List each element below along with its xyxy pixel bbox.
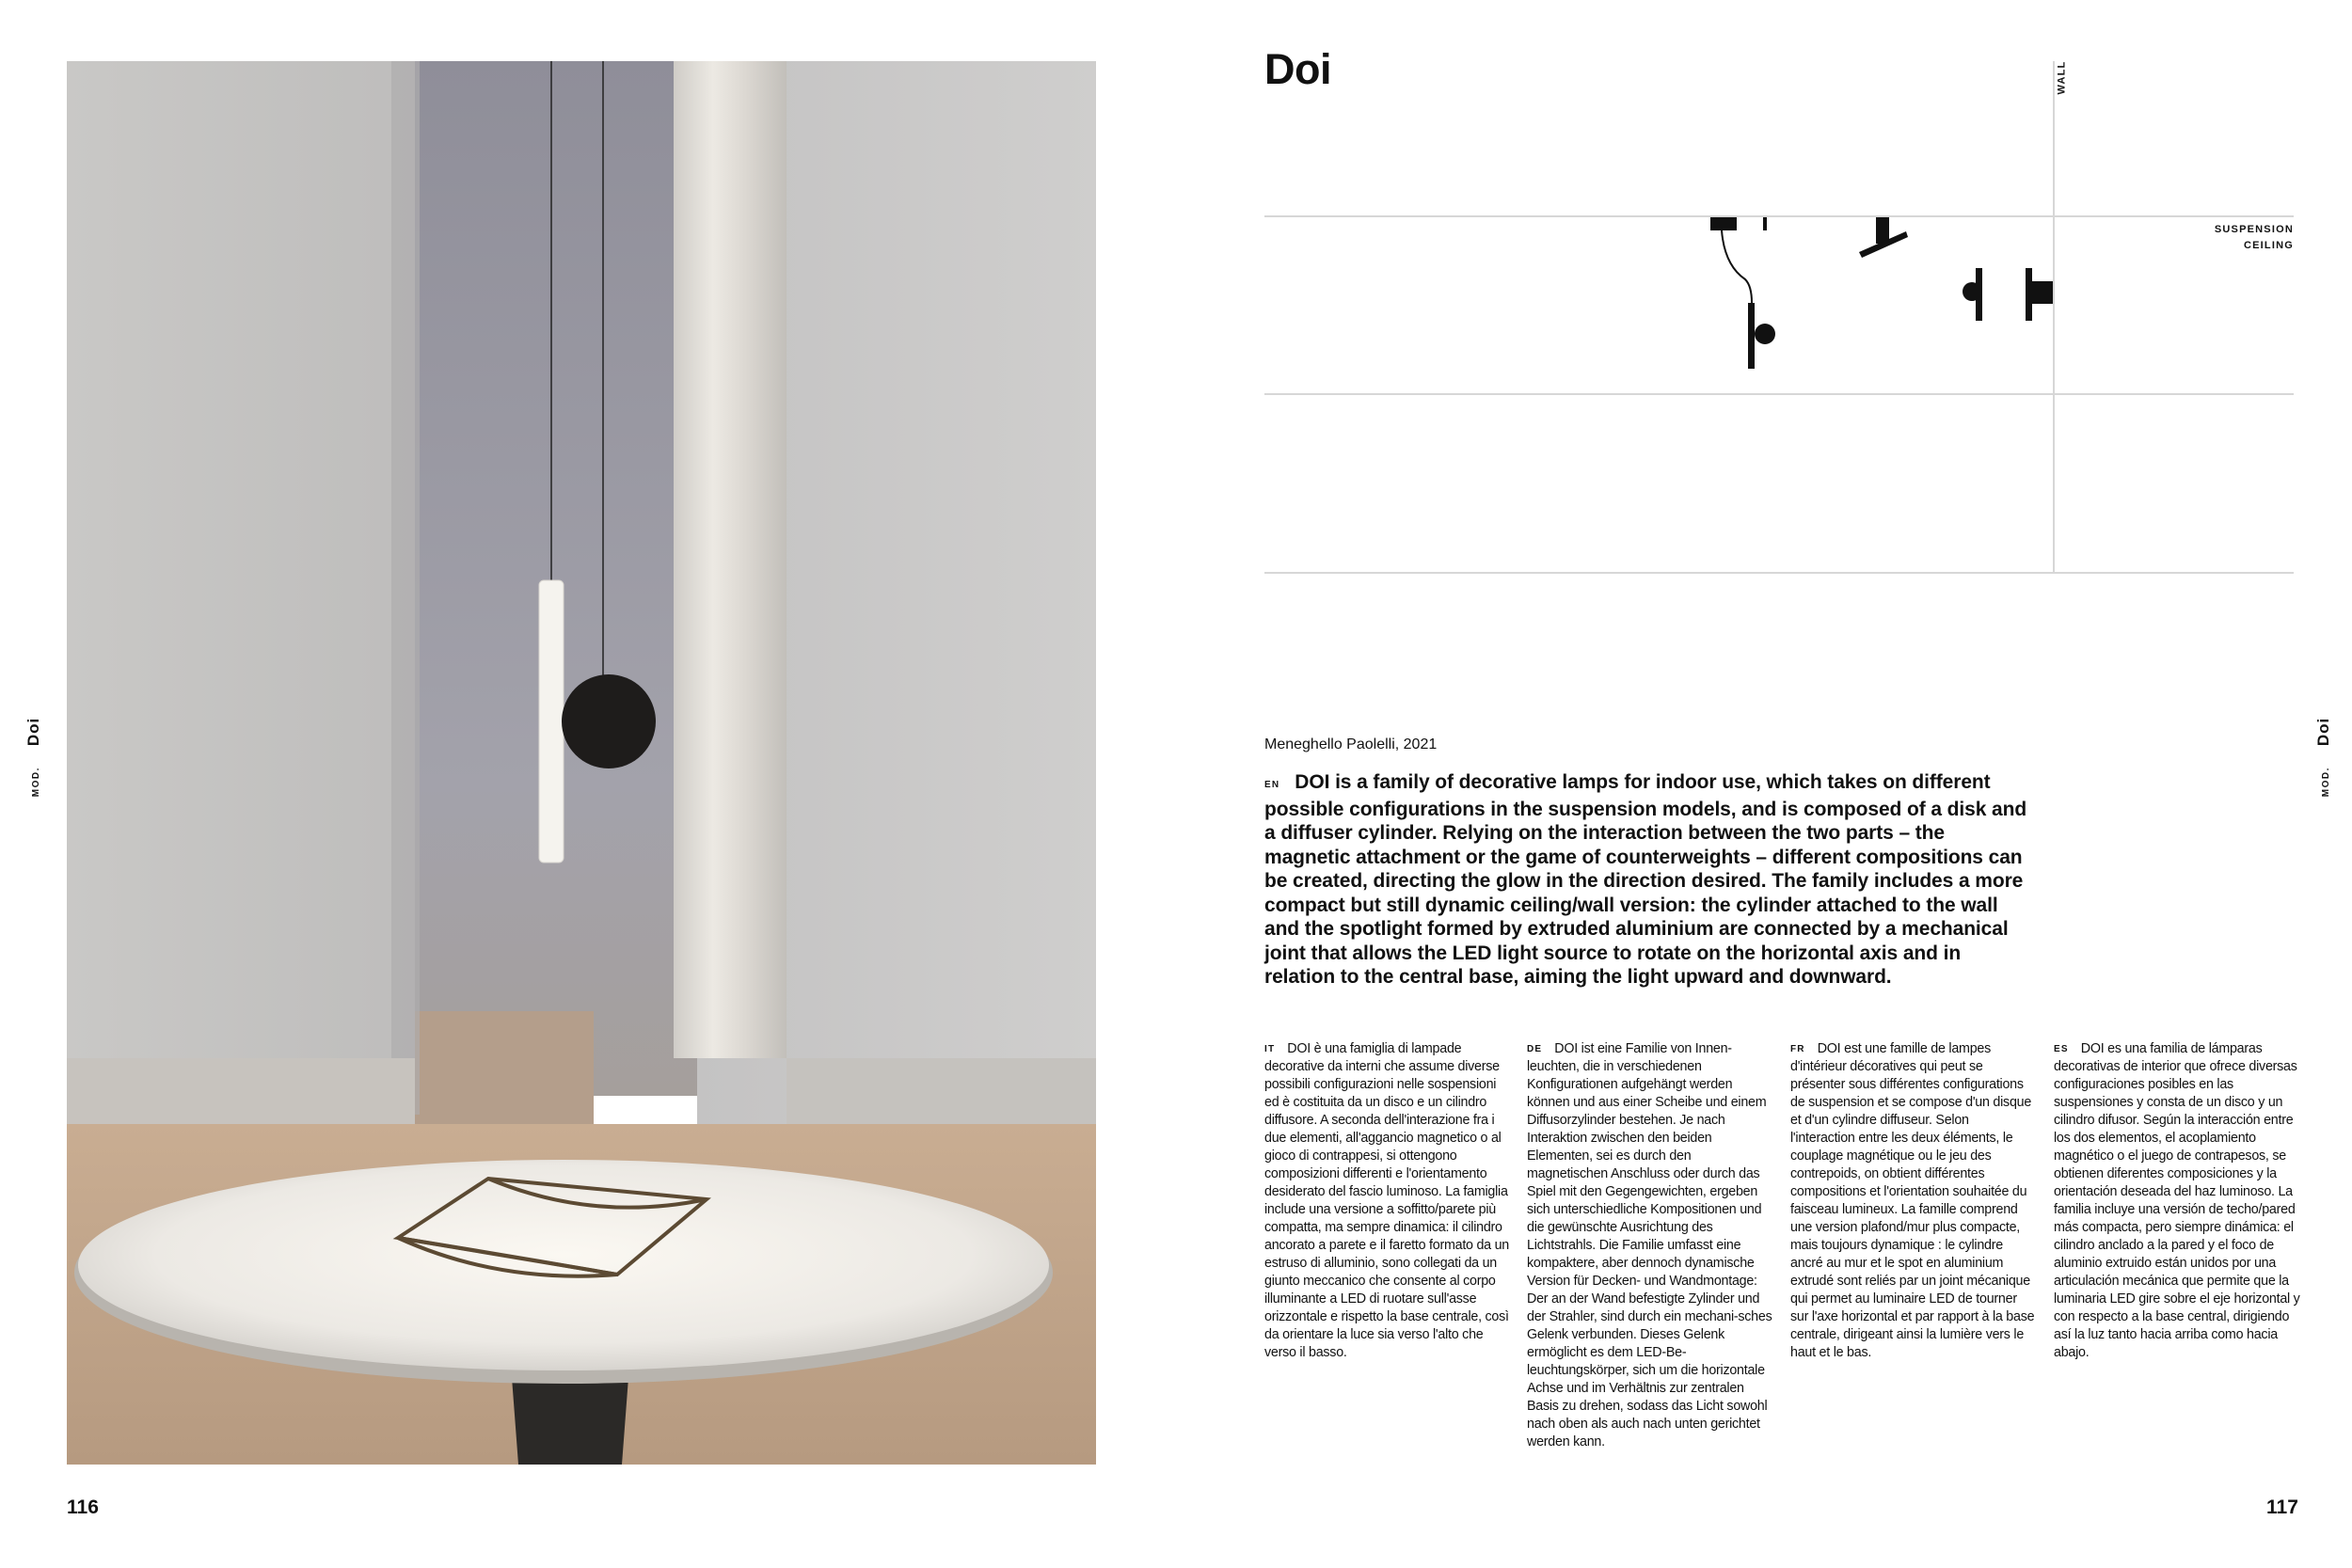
suspension-ceiling-labels [2154,222,2294,254]
description-en-text: DOI is a family of decorative lamps for indoor use, which takes on different possible configurations in the suspension models, and is composed of a disk and a diffuser cylinder. Relying on the interaction between the two parts – the magnetic attachment or the game of counterweights – different compositions can be created, directing the glow in the direction desired. The family includes a more compact but still dynamic ceiling/wall version: the cylinder attached to the wall and the spotlight formed by extruded aluminium are connected by a mechanical joint that allows the LED light source to rotate on the horizontal axis and in relation to the central base, aiming the light upward and downward. [1264,771,2027,988]
grid-line-middle [1264,393,2294,395]
cylinder-icon [1748,303,1755,369]
side-label-name-right: Doi [2314,717,2332,747]
ceiling-rod-icon [1763,217,1767,230]
lamp-silhouettes [1693,209,2070,378]
wall-label-box [2058,56,2074,99]
lang-tag-es: ES [2054,1044,2069,1054]
disk-icon [1755,324,1775,344]
ceiling-canopy-icon [1710,217,1737,230]
designer-credit: Meneghello Paolelli, 2021 [1264,736,1438,752]
page-number-left: 116 [67,1497,99,1518]
description-de-text: DOI ist eine Familie von Innen-leuchten, die in verschiedenen Konfigurationen aufgehängt werden können und aus einer Scheibe und einem Diffusorzylinder bestehen. Je nach Interaktion zwischen den beiden Elementen, sei es durch den magnetischen Anschluss oder durch das Spiel mit den Gegengewichten, ergeben sich unterschiedliche Kompositionen und die gewünschte Ausrichtung des Lichtstrahls. Die Familie umfasst eine kompaktere, aber dennoch dynamische Version für Decken- und Wandmontage: Der an der Wand befestigte Zylinder und der Strahler, sind durch ein mechani-sches Gelenk verbunden. Dieses Gelenk ermöglicht es dem LED-Be-leuchtungskörper, sich um die horizontale Achse und im Verhältnis zur zentralen Basis zu drehen, sodass das Licht sowohl nach oben als auch nach unten gerichtet werden kann. [1527,1041,1772,1449]
description-en [1264,770,2036,990]
wall-label: WALL [2056,60,2068,95]
lang-tag-it: IT [1264,1044,1276,1054]
side-label-right [2314,710,2333,804]
wall-disk-icon [1963,282,1981,301]
description-fr [1790,1040,2037,1362]
side-label-name: Doi [24,717,42,747]
product-photo [67,61,1096,1465]
side-label-left [24,710,43,804]
description-de [1527,1040,1773,1451]
description-it [1264,1040,1511,1362]
description-it-text: DOI è una famiglia di lampade decorative da interni che assume diverse possibili configurazioni nelle sospensioni ed è costituita da un disco e un cilindro diffusore. A seconda dell'interazione fra i due elementi, all'aggancio magnetico o al gioco di contrappesi, si ottengono composizioni differenti e l'orientamento desiderato del fascio luminoso. La famiglia include una versione a soffitto/parete più compatta, ma sempre dinamica: il cilindro ancorato a parete e il faretto formato da un estruso di alluminio, sono collegati da un giunto meccanico che consente al corpo illuminante a LED di ruotare sull'asse orizzontale e rispetto la base centrale, così da orientare la luce sia verso l'alto che verso il basso. [1264,1041,1510,1360]
side-label-mod: MOD. [31,767,41,798]
description-fr-text: DOI est une famille de lampes d'intérieur décoratives qui peut se présenter sous différentes configurations de suspension et se compose d'un disque et d'un cylindre diffuseur. Selon l'interaction entre les deux éléments, le couplage magnétique ou le jeu des contrepoids, on obtient différentes compositions et l'orientation souhaitée du faisceau lumineux. La famille comprend une version plafond/mur plus compacte, mais toujours dynamique : le cylindre ancré au mur et le spot en aluminium extrudé sont reliés par un joint mécanique qui permet au luminaire LED de tourner sur l'axe horizontal et par rapport à la base centrale, dirigeant ainsi la lumière vers le haut et le bas. [1790,1041,2035,1360]
side-label-mod-right: MOD. [2321,767,2331,798]
ceiling-spot-body-icon [1876,217,1889,244]
page-title: Doi [1264,45,1331,93]
grid-line-bottom [1264,572,2294,574]
wall-spot-head-icon [2030,281,2053,304]
suspension-label: SUSPENSION [2214,224,2294,235]
lang-tag-de: DE [1527,1044,1543,1054]
cable-icon [1722,230,1752,303]
lang-tag-en: EN [1264,780,1280,790]
description-es [2054,1040,2300,1362]
lang-tag-fr: FR [1790,1044,1805,1054]
page-number-right: 117 [2266,1497,2298,1518]
ceiling-label: CEILING [2243,240,2294,251]
description-es-text: DOI es una familia de lámparas decorativas de interior que ofrece diversas configuraciones posibles en las suspensiones y consta de un disco y un cilindro difusor. Según la interacción entre los dos elementos, el acoplamiento magnético o el juego de contrapesos, se obtienen diferentes composiciones y la orientación deseada del haz luminoso. La familia incluye una versión de techo/pared más compacta, pero siempre dinámica: el cilindro anclado a la pared y el foco de aluminio extruido están unidos por una articulación mecánica que permite que la luminaria LED gire sobre el eje horizontal y con respecto a la base central, dirigiendo así la luz tanto hacia arriba como hacia abajo. [2054,1041,2300,1360]
